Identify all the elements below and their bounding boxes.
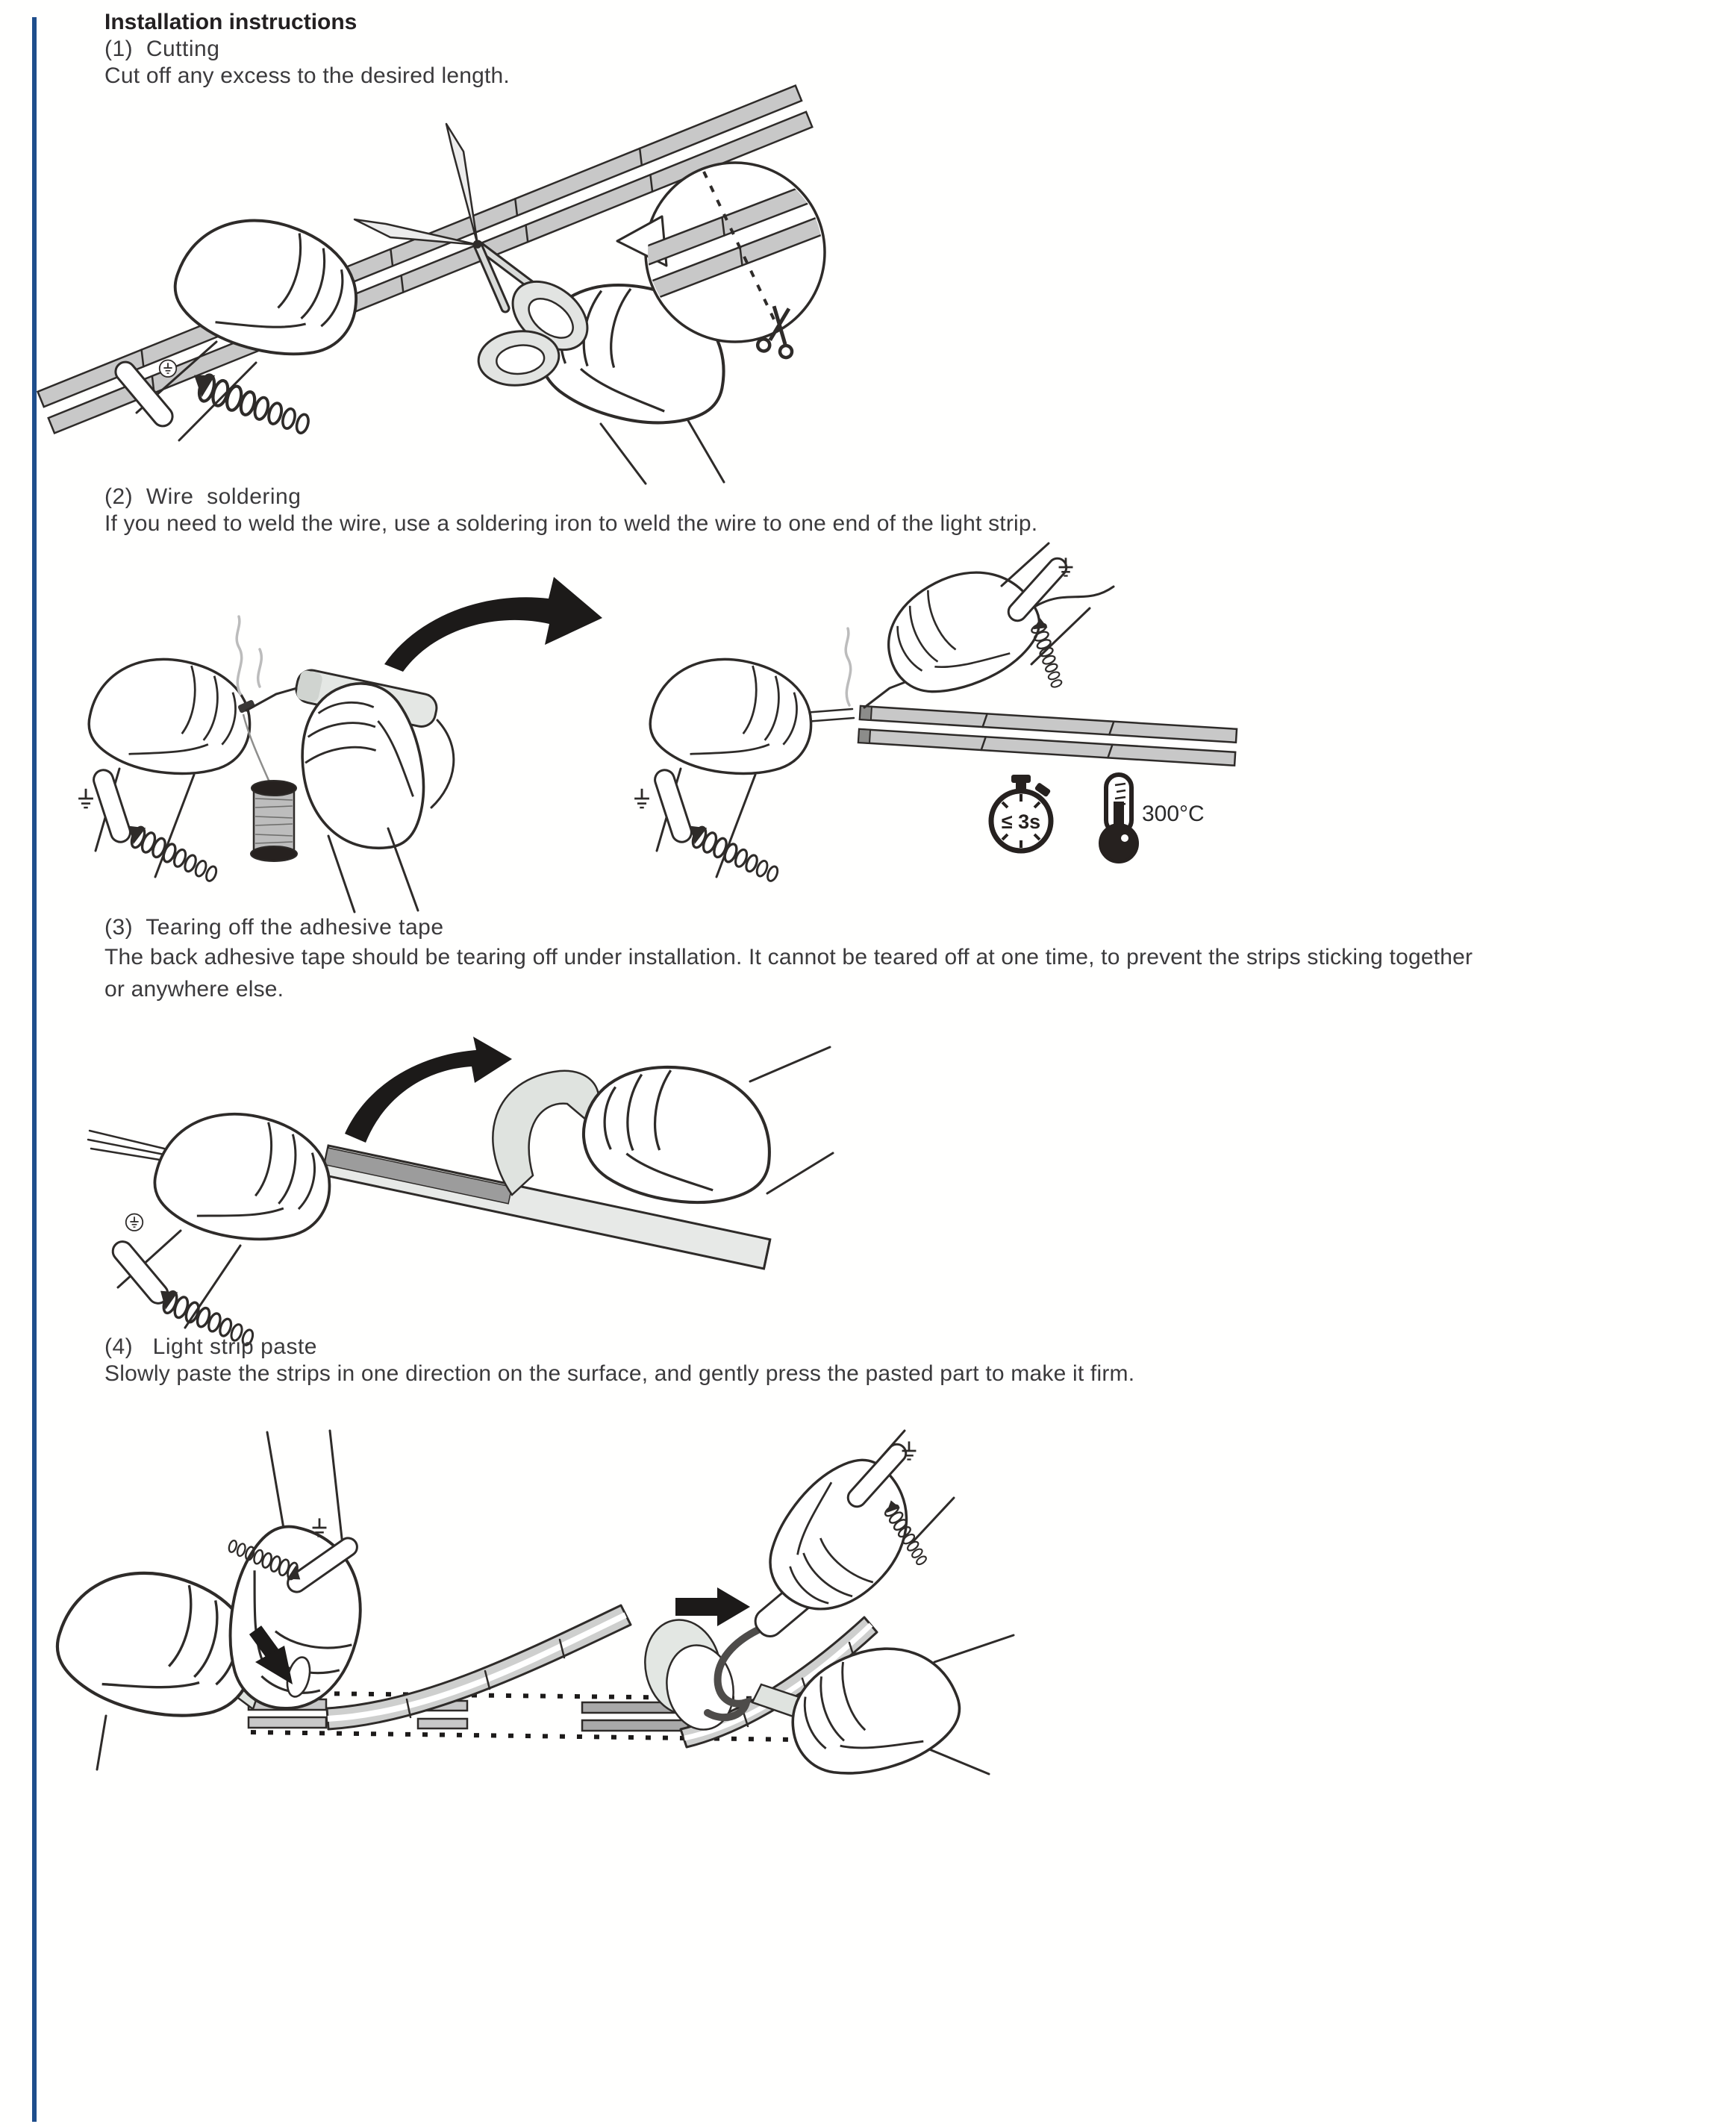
ground-symbol-icon bbox=[160, 360, 177, 378]
figure-cutting bbox=[49, 96, 1676, 484]
section-tearing bbox=[104, 914, 1676, 1334]
section-2-heading: (2) Wire soldering bbox=[104, 484, 302, 509]
forearm bbox=[328, 836, 355, 912]
section-1-heading: (1) Cutting bbox=[104, 37, 220, 61]
body-line: or anywhere else. bbox=[104, 977, 284, 1002]
ground-symbol-icon bbox=[78, 789, 93, 808]
section-4-body: Slowly paste the strips in one direction on the surface, and gently press the pasted part to make it firm. bbox=[104, 1361, 1135, 1386]
left-hand bbox=[645, 649, 819, 784]
figure-cutting-svg bbox=[49, 96, 907, 484]
wires bbox=[88, 1131, 164, 1161]
left-hand bbox=[109, 1101, 340, 1346]
forearm bbox=[97, 1716, 106, 1770]
curved-arrow-icon bbox=[345, 1037, 512, 1143]
wrist-strap-coil bbox=[1026, 617, 1069, 689]
thermometer-icon bbox=[1100, 775, 1205, 862]
section-1-body: Cut off any excess to the desired length. bbox=[104, 63, 510, 88]
stopwatch-label: ≤ 3s bbox=[1001, 810, 1041, 833]
section-soldering bbox=[104, 484, 1676, 914]
section-2-body: If you need to weld the wire, use a soldering iron to weld the wire to one end of the light strip. bbox=[104, 511, 1038, 536]
ground-symbol-icon bbox=[634, 789, 649, 808]
scene-weld-to-strip bbox=[634, 543, 1237, 882]
left-hand bbox=[84, 649, 258, 784]
curved-arrow-icon bbox=[384, 577, 602, 672]
left-hand bbox=[112, 200, 373, 440]
wrist-band bbox=[91, 767, 133, 844]
section-3-body bbox=[104, 941, 1676, 1005]
right-hand bbox=[869, 549, 1053, 712]
section-3-heading: (3) Tearing off the adhesive tape bbox=[104, 915, 444, 940]
section-pasting bbox=[104, 1334, 1676, 1779]
figure-tearing-svg bbox=[75, 1035, 836, 1334]
ground-symbol-icon bbox=[126, 1214, 143, 1231]
figure-pasting-svg bbox=[67, 1425, 1120, 1779]
temperature-label: 300°C bbox=[1142, 802, 1205, 826]
pressing-hand bbox=[216, 1431, 374, 1720]
figure-soldering bbox=[67, 537, 1676, 914]
body-line: The back adhesive tape should be tearing off under installation. It cannot be teared off at one time, to prevent the strips sticking together bbox=[104, 945, 1473, 969]
led-strip bbox=[858, 706, 1237, 766]
figure-tearing bbox=[75, 1035, 1676, 1334]
smoke bbox=[258, 649, 262, 687]
smoke bbox=[237, 616, 242, 694]
section-4-heading: (4) Light strip paste bbox=[104, 1334, 317, 1359]
scissors-pivot bbox=[474, 241, 481, 249]
solder-spool bbox=[251, 781, 297, 861]
stopwatch-icon bbox=[991, 775, 1051, 851]
pinch-hand bbox=[776, 1628, 1014, 1793]
wrist-strap-coil bbox=[187, 369, 313, 434]
right-hand bbox=[575, 1047, 833, 1213]
section-cutting bbox=[104, 36, 1676, 484]
scene-press bbox=[46, 1431, 631, 1770]
figure-soldering-svg bbox=[67, 537, 1299, 914]
pasted-strip-segments bbox=[249, 1699, 688, 1731]
figure-pasting bbox=[67, 1425, 1676, 1779]
iron-cable bbox=[431, 720, 454, 808]
wrist-band bbox=[652, 767, 694, 844]
smoke bbox=[846, 628, 851, 705]
scene-roll bbox=[637, 1431, 1014, 1792]
page-title: Installation instructions bbox=[104, 10, 357, 34]
